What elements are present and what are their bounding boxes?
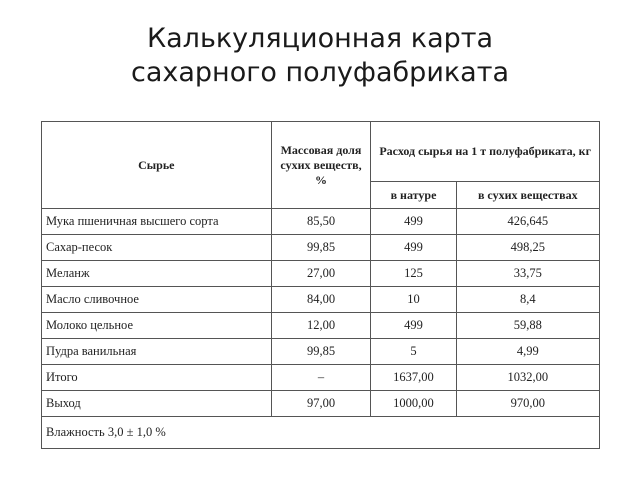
cell-dry: 8,4 bbox=[456, 287, 599, 313]
cell-dry: 33,75 bbox=[456, 261, 599, 287]
cell-mass-fraction: 99,85 bbox=[271, 339, 371, 365]
table-row bbox=[42, 339, 600, 365]
cell-dry: 970,00 bbox=[456, 391, 599, 417]
cell-raw: Меланж bbox=[42, 261, 272, 287]
cell-raw: Молоко цельное bbox=[42, 313, 272, 339]
header-mass-fraction: Массовая доля сухих веществ, % bbox=[271, 122, 371, 209]
cell-natural: 10 bbox=[371, 287, 456, 313]
header-row-1 bbox=[42, 122, 600, 182]
title-line-2: сахарного полуфабриката bbox=[130, 57, 509, 88]
cell-dry: 59,88 bbox=[456, 313, 599, 339]
header-consumption: Расход сырья на 1 т полуфабриката, кг bbox=[371, 122, 600, 182]
cell-dry: 498,25 bbox=[456, 235, 599, 261]
table-row bbox=[42, 313, 600, 339]
cell-mass-fraction: 97,00 bbox=[271, 391, 371, 417]
cell-dry: 426,645 bbox=[456, 209, 599, 235]
cell-mass-fraction: 27,00 bbox=[271, 261, 371, 287]
header-raw: Сырье bbox=[42, 122, 272, 209]
header-dry: в сухих веществах bbox=[456, 182, 599, 209]
cell-mass-fraction: – bbox=[271, 365, 371, 391]
table-footer-row bbox=[42, 417, 600, 449]
cell-raw: Выход bbox=[42, 391, 272, 417]
cell-mass-fraction: 12,00 bbox=[271, 313, 371, 339]
title-line-1: Калькуляционная карта bbox=[146, 23, 494, 54]
cell-mass-fraction: 84,00 bbox=[271, 287, 371, 313]
cell-raw: Сахар-песок bbox=[42, 235, 272, 261]
cell-mass-fraction: 85,50 bbox=[271, 209, 371, 235]
cell-raw: Пудра ванильная bbox=[42, 339, 272, 365]
cell-raw: Мука пшеничная высшего сорта bbox=[42, 209, 272, 235]
cell-natural: 499 bbox=[371, 235, 456, 261]
cell-natural: 125 bbox=[371, 261, 456, 287]
cell-raw: Итого bbox=[42, 365, 272, 391]
slide-title bbox=[0, 22, 640, 90]
cell-dry: 1032,00 bbox=[456, 365, 599, 391]
table-row bbox=[42, 287, 600, 313]
cell-natural: 499 bbox=[371, 209, 456, 235]
table-row bbox=[42, 209, 600, 235]
calculation-table bbox=[41, 121, 600, 449]
cell-dry: 4,99 bbox=[456, 339, 599, 365]
cell-natural: 1000,00 bbox=[371, 391, 456, 417]
humidity-note: Влажность 3,0 ± 1,0 % bbox=[42, 417, 600, 449]
table-row bbox=[42, 261, 600, 287]
cell-natural: 1637,00 bbox=[371, 365, 456, 391]
header-natural: в натуре bbox=[371, 182, 456, 209]
cell-raw: Масло сливочное bbox=[42, 287, 272, 313]
table-row-total bbox=[42, 365, 600, 391]
table-row-yield bbox=[42, 391, 600, 417]
cell-natural: 499 bbox=[371, 313, 456, 339]
cell-natural: 5 bbox=[371, 339, 456, 365]
table-row bbox=[42, 235, 600, 261]
cell-mass-fraction: 99,85 bbox=[271, 235, 371, 261]
